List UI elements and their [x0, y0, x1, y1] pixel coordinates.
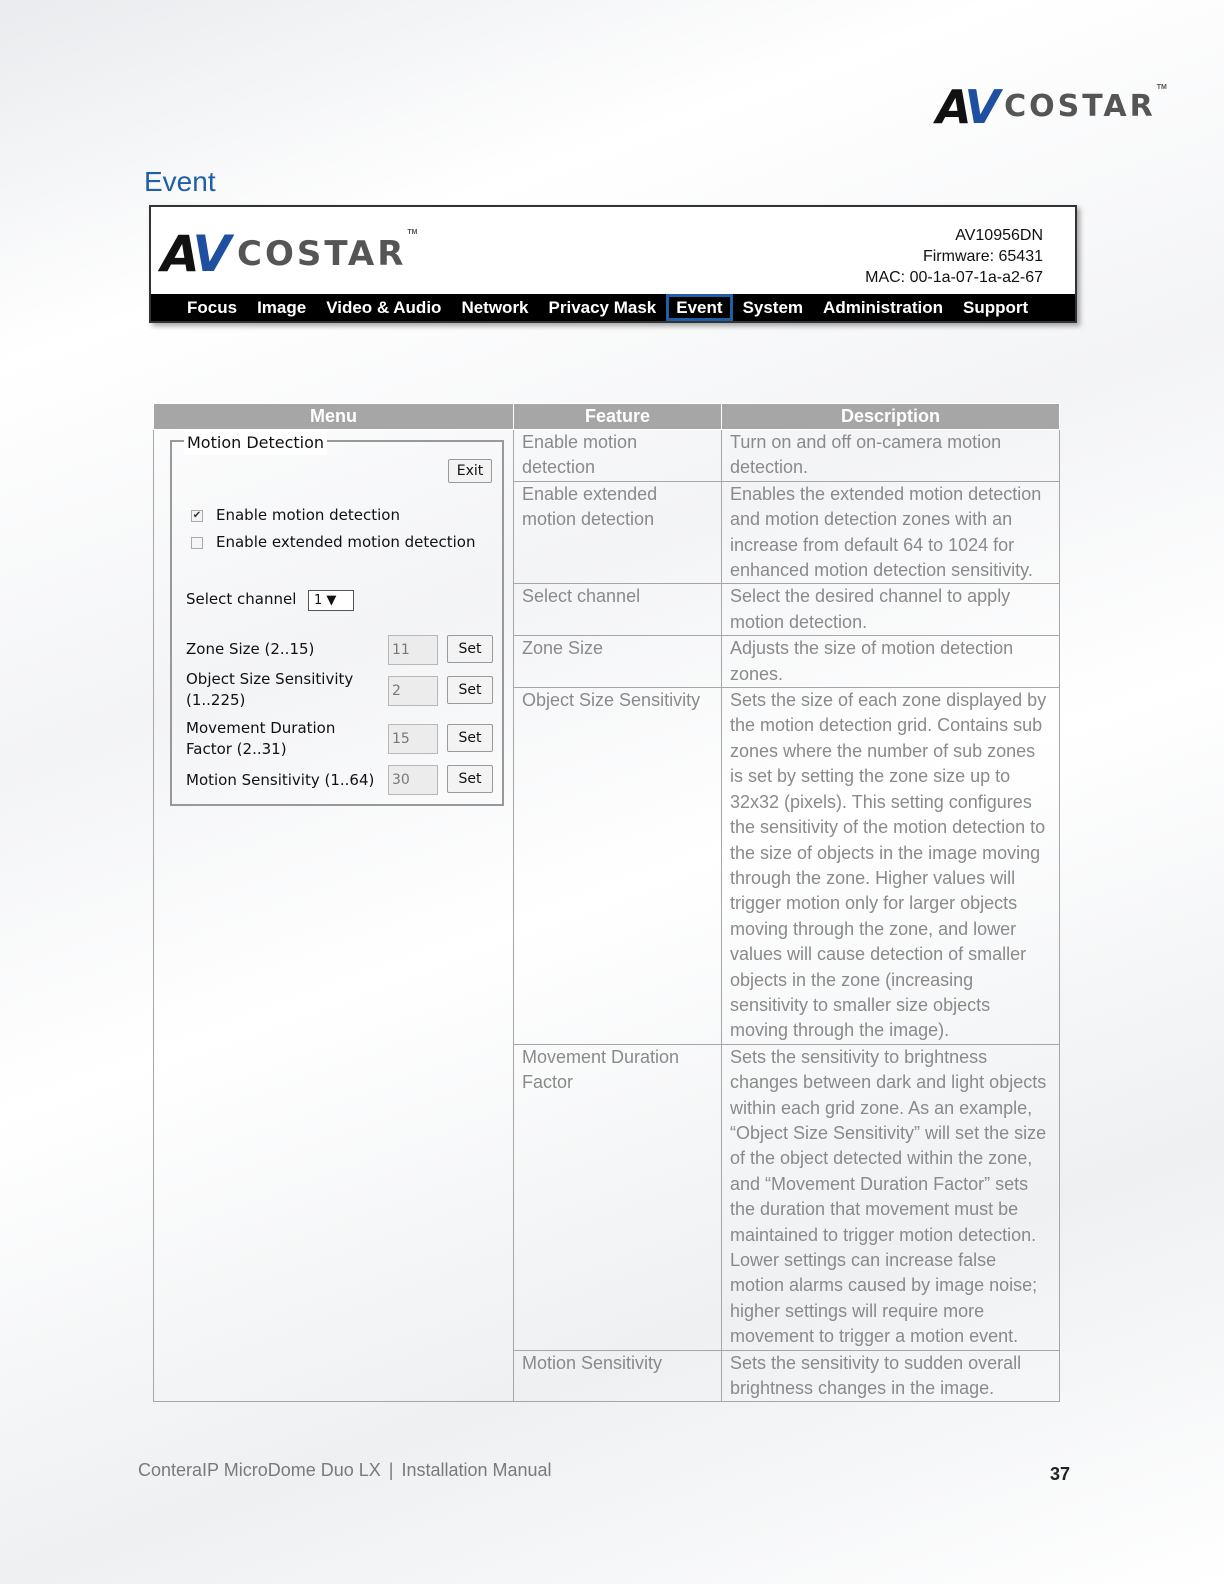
feature-cell: Zone Size [514, 636, 722, 688]
feature-cell: Movement Duration Factor [514, 1044, 722, 1350]
movement-duration-label [186, 718, 335, 760]
table-header-row [154, 404, 1060, 430]
page-logo [936, 80, 1167, 134]
footer-separator: | [388, 1460, 394, 1480]
description-cell: Adjusts the size of motion detection zones. [722, 636, 1060, 688]
nav-privacy-mask[interactable]: Privacy Mask [548, 298, 657, 317]
camera-header [149, 205, 1077, 323]
object-size-input[interactable]: 2 [388, 676, 438, 706]
camera-logo [161, 225, 418, 283]
movement-duration-input[interactable]: 15 [388, 724, 438, 754]
exit-button[interactable]: Exit [448, 459, 492, 483]
feature-cell: Object Size Sensitivity [514, 688, 722, 1045]
movement-duration-set-button[interactable]: Set [447, 724, 493, 752]
motion-sensitivity-label: Motion Sensitivity (1..64) [186, 771, 375, 789]
zone-size-set-button[interactable]: Set [447, 635, 493, 663]
movement-duration-label-line1: Movement Duration [186, 719, 336, 737]
zone-size-label: Zone Size (2..15) [186, 640, 315, 658]
select-channel-label: Select channel [186, 590, 297, 608]
zone-size-input[interactable]: 11 [388, 635, 438, 665]
header-menu: Menu [154, 404, 514, 430]
nav-video-audio[interactable]: Video & Audio [326, 298, 442, 317]
channel-select[interactable]: 1 ▼ [308, 590, 354, 611]
nav-support[interactable]: Support [963, 298, 1029, 317]
feature-cell: Select channel [514, 584, 722, 636]
enable-motion-checkbox[interactable]: ✔ [192, 510, 202, 521]
footer-title [138, 1460, 552, 1481]
enable-motion-label: Enable motion detection [216, 506, 400, 524]
description-cell: Turn on and off on-camera motion detection. [722, 430, 1060, 482]
table-row [154, 430, 1060, 482]
feature-cell: Enable motion detection [514, 430, 722, 482]
nav-administration[interactable]: Administration [823, 298, 943, 317]
nav-bar [151, 294, 1075, 321]
camera-mac: MAC: 00-1a-07-1a-a2-67 [865, 269, 1043, 286]
footer-manual: Installation Manual [401, 1460, 552, 1480]
camera-logo-costar: COSTAR [237, 234, 407, 274]
motion-detection-panel [170, 433, 504, 806]
nav-image[interactable]: Image [257, 298, 307, 317]
enable-extended-label: Enable extended motion detection [216, 533, 476, 551]
footer-product: ConteraIP MicroDome Duo LX [138, 1460, 381, 1480]
motion-sensitivity-set-button[interactable]: Set [447, 765, 493, 793]
logo-av: AV [936, 80, 997, 134]
camera-logo-av: AV [161, 225, 228, 283]
description-cell: Sets the sensitivity to brightness changes between dark and light objects within each grid zone. As an example, “Object Size Sensitivity” will set the size of the object detected within the zone, and “Movement Duration Factor” sets the duration that movement must be maintained to trigger motion detection. Lower settings can increase false motion alarms caused by image noise; higher settings will require more movement to trigger a motion event. [722, 1044, 1060, 1350]
logo-tm: TM [1156, 84, 1167, 91]
feature-cell: Motion Sensitivity [514, 1350, 722, 1402]
object-size-label [186, 669, 353, 711]
description-cell: Sets the size of each zone displayed by the motion detection grid. Contains sub zones where the number of sub zones is set by setting the zone size up to 32x32 (pixels). This setting configures the sensitivity of the motion detection to the size of objects in the image moving through the zone. Higher values will trigger motion only for larger objects moving through the zone, and lower values will cause detection of smaller objects in the zone (increasing sensitivity to smaller size objects moving through the image). [722, 688, 1060, 1045]
camera-logo-tm: TM [407, 229, 418, 236]
motion-sensitivity-input[interactable]: 30 [388, 765, 438, 795]
description-cell: Sets the sensitivity to sudden overall brightness changes in the image. [722, 1350, 1060, 1402]
object-size-set-button[interactable]: Set [447, 676, 493, 704]
object-size-label-line2: (1..225) [186, 691, 246, 709]
nav-network[interactable]: Network [461, 298, 529, 317]
motion-detection-legend: Motion Detection [184, 430, 327, 455]
movement-duration-label-line2: Factor (2..31) [186, 740, 287, 758]
enable-extended-checkbox[interactable] [191, 537, 203, 549]
event-table [153, 403, 1060, 1402]
logo-costar: COSTAR [1004, 89, 1156, 124]
nav-focus[interactable]: Focus [187, 298, 238, 317]
header-description: Description [722, 404, 1060, 430]
description-cell: Enables the extended motion detection and motion detection zones with an increase from default 64 to 1024 for enhanced motion detection sensitivity. [722, 481, 1060, 584]
menu-cell [154, 430, 514, 1402]
nav-system[interactable]: System [742, 298, 804, 317]
object-size-label-line1: Object Size Sensitivity [186, 670, 354, 688]
camera-info [865, 225, 1043, 288]
header-feature: Feature [514, 404, 722, 430]
camera-firmware: Firmware: 65431 [922, 248, 1043, 265]
description-cell: Select the desired channel to apply motion detection. [722, 584, 1060, 636]
camera-model: AV10956DN [955, 227, 1043, 244]
feature-cell: Enable extended motion detection [514, 481, 722, 584]
section-title: Event [144, 166, 216, 197]
nav-event[interactable]: Event [666, 294, 732, 321]
page-number: 37 [1050, 1464, 1071, 1484]
